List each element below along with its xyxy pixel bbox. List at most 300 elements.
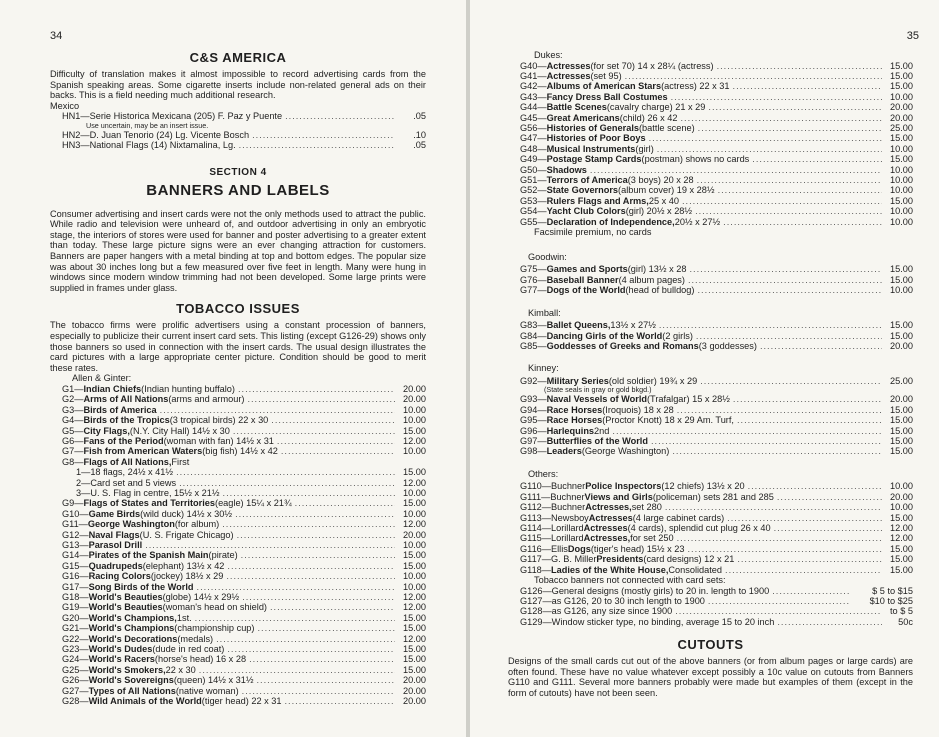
item-details: (2 girls): [662, 330, 693, 341]
dot-leader: [677, 533, 882, 543]
item-price: 10.00: [403, 508, 426, 519]
dot-leader: [698, 123, 882, 133]
item-title: Parasol Drill: [88, 540, 143, 550]
cgs-america-heading: C&S AMERICA: [189, 50, 287, 65]
list-item: [50, 415, 426, 425]
item-details: (queen) 14½ x 31½: [173, 675, 254, 686]
list-item: [50, 592, 426, 602]
item-details: (set 95): [590, 71, 622, 81]
item-details: Serie Historica Mexicana (205) F. Paz y Puente: [89, 111, 283, 122]
item-code: G85—: [520, 340, 547, 351]
item-title: Race Horses: [546, 415, 603, 426]
item-title: Fans of the Period: [83, 435, 164, 446]
dot-leader: [657, 144, 882, 154]
item-code: G117—: [520, 554, 551, 565]
list-item: [508, 165, 913, 175]
tobacco-text: The tobacco firms were prolific advertisers using a constant procession of banners, especially to publicize their current insert card sets. This listing (except G126-29) shows only those banners so used in connection with the insert cards. The usual design illustrates the card pictures with a large appropriate center picture. Condition should be good to merit these rates.: [50, 320, 426, 373]
item-price: 15.00: [890, 60, 913, 71]
item-details: (Indian hunting buffalo): [141, 383, 235, 394]
dukes-note: Facsimile premium, no cards: [534, 227, 652, 238]
item-price: 15.00: [890, 154, 913, 165]
list-item: [50, 675, 426, 685]
item-details: set 280: [631, 502, 662, 513]
dot-leader: [160, 405, 395, 415]
item-details: (tiger's head) 15½ x 23: [590, 543, 685, 554]
dot-leader: [659, 320, 882, 330]
item-code: G55—: [520, 216, 547, 227]
item-title: Military Series: [546, 375, 609, 386]
list-item: [50, 686, 426, 696]
dot-leader: [227, 644, 395, 654]
item-code: G126—: [520, 585, 552, 596]
dot-leader: [237, 530, 395, 540]
dot-leader: [257, 623, 395, 633]
item-price: 20.00: [403, 529, 426, 540]
item-code: G43—: [520, 91, 547, 102]
item-price: 15.00: [890, 435, 913, 446]
dot-leader: [281, 446, 395, 456]
left-content: [50, 50, 426, 707]
dot-leader: [737, 554, 882, 564]
item-code: G22—: [62, 633, 89, 644]
country-label: Mexico: [50, 100, 80, 111]
item-code: HN1—: [62, 111, 90, 122]
item-price: 15.00: [890, 195, 913, 206]
item-code: G2—: [62, 394, 84, 405]
dot-leader: [727, 513, 882, 523]
item-title: Actresses,: [583, 533, 631, 544]
item-code: G97—: [520, 435, 547, 446]
item-code: G44—: [520, 102, 547, 113]
item-price: 20.00: [890, 112, 913, 123]
item-maker: Lorillard: [550, 522, 584, 533]
item-details: U. S. Flag in centre, 15½ x 21½: [90, 487, 220, 498]
item-details: (medals): [177, 633, 214, 644]
list-item: [50, 405, 426, 415]
item-title: Birds of the Tropics: [83, 415, 170, 426]
list-item: [50, 654, 426, 664]
dot-leader: [222, 519, 395, 529]
item-details: (Iroquois) 18 x 28: [602, 404, 674, 415]
item-price: 10.00: [890, 143, 913, 154]
item-price: 10.00: [890, 164, 913, 175]
banners-text: Consumer advertising and insert cards were not the only methods used to attract the public. While radio and television were unheard of, and outdoor advertising in only an embryotic stage, the interiors of stores were used for banner and poster advertising to a greater extent than today. These large picture signs were an ever changing attraction for customers. Banners are paper hangers with a metal binding at top and bottom edges. The popular size was about 30 inches long but a few measured over five feet in length. Many were hung in windows since modern window trimming had not been developed. Some large prints were supplied in frames under glass.: [50, 208, 426, 293]
item-details: (3 boys) 20 x 28: [627, 175, 694, 186]
item-code: HN3—: [62, 140, 90, 151]
right-content: [508, 50, 913, 705]
item-details: (pirate): [208, 550, 238, 561]
dot-leader: [671, 92, 882, 102]
item-price: 20.00: [403, 696, 426, 707]
dot-leader: [179, 478, 395, 488]
list-item: [508, 102, 913, 112]
item-code: G18—: [62, 592, 89, 603]
list-item: [50, 478, 426, 488]
item-details: 1st.: [176, 612, 192, 623]
item-title: World's Racers: [88, 654, 155, 665]
item-code: G98—: [520, 446, 547, 457]
item-code: G28—: [62, 696, 89, 707]
item-title: World's Champions: [88, 623, 175, 634]
item-code: G13—: [62, 540, 89, 550]
dot-leader: [708, 596, 850, 606]
list-item: [508, 436, 913, 446]
item-price: 15.00: [403, 664, 426, 675]
item-price: 15.00: [890, 71, 913, 81]
item-details: (child) 26 x 42: [619, 112, 678, 123]
list-item: [508, 481, 913, 491]
item-code: G42—: [520, 81, 547, 92]
dot-leader: [697, 175, 882, 185]
item-price: 10.00: [403, 404, 426, 415]
item-details: (for album): [174, 519, 220, 530]
item-code: G96—: [520, 425, 547, 436]
item-title: Dogs of the World: [546, 285, 626, 296]
item-price: $ 5 to $15: [872, 585, 913, 596]
item-price: .05: [413, 140, 426, 151]
list-item: [50, 394, 426, 404]
item-code: G6—: [62, 435, 84, 446]
list-item: [508, 513, 913, 523]
item-maker: Buchner: [550, 481, 586, 492]
item-title: Terrors of America: [546, 175, 628, 186]
item-title: World's Beauties: [88, 602, 163, 613]
list-item: [508, 341, 913, 351]
item-code: G50—: [520, 164, 547, 175]
item-price: 12.00: [890, 533, 913, 544]
list-item: [50, 582, 426, 592]
list-item: [508, 554, 913, 564]
dot-leader: [197, 582, 395, 592]
list-item: [50, 665, 426, 675]
item-code: HN2—: [62, 129, 90, 140]
list-item: [50, 613, 426, 623]
item-details: (native woman): [175, 685, 239, 696]
item-details: (album cover) 19 x 28½: [618, 185, 715, 196]
list-item: [508, 185, 913, 195]
item-code: G54—: [520, 206, 547, 217]
item-price: 15.00: [890, 415, 913, 426]
item-title: Ladies of the White House,: [550, 564, 669, 575]
item-code: G10—: [62, 508, 89, 519]
item-code: G114—: [520, 522, 551, 533]
item-title: Flags of States and Territories: [83, 498, 216, 509]
item-price: 15.00: [403, 623, 426, 634]
item-details: 18 flags, 24½ x 41½: [90, 467, 174, 478]
item-details: 2nd: [594, 425, 610, 436]
item-details: (3 goddesses): [698, 340, 757, 351]
item-price: 20.00: [403, 383, 426, 394]
item-price: 20.00: [890, 491, 913, 502]
item-title: World's Smokers,: [88, 664, 166, 675]
dot-leader: [612, 426, 882, 436]
item-title: Naval Flags: [88, 529, 140, 540]
list-item: [508, 394, 913, 404]
list-item: [50, 540, 426, 550]
item-title: Declaration of Independence,: [546, 216, 675, 227]
item-details: (4 cards), splendid cut plug 26 x 40: [627, 522, 771, 533]
item-code: 2—: [76, 477, 91, 488]
item-price: 12.00: [890, 522, 913, 533]
item-code: G8—: [62, 456, 84, 467]
item-price: 15.00: [890, 543, 913, 554]
item-title: Actresses: [583, 522, 628, 533]
item-title: Race Horses: [546, 404, 603, 415]
item-price: 15.00: [403, 612, 426, 623]
item-price: 20.00: [403, 675, 426, 686]
dot-leader: [590, 165, 882, 175]
item-code: G92—: [520, 375, 547, 386]
item-code: G27—: [62, 685, 89, 696]
item-details: (3 tropical birds) 22 x 30: [169, 415, 269, 426]
goodwin-list: [508, 264, 913, 295]
item-price: 15.00: [403, 654, 426, 665]
list-item: [508, 502, 913, 512]
item-details: (N.Y. City Hall) 14½ x 30: [129, 425, 230, 436]
item-code: G76—: [520, 274, 547, 285]
item-details: (policeman) sets 281 and 285: [652, 491, 774, 502]
item-code: G4—: [62, 415, 84, 426]
dot-leader: [242, 592, 395, 602]
dot-leader: [252, 130, 395, 140]
item-title: Fancy Dress Ball Costumes: [546, 91, 668, 102]
item-details: as G126, any size since 1900: [551, 606, 673, 617]
dot-leader: [708, 102, 882, 112]
item-code: G118—: [520, 564, 551, 575]
item-title: Arms of All Nations: [83, 394, 169, 405]
dot-leader: [295, 498, 395, 508]
item-code: G24—: [62, 654, 89, 665]
item-details: Card set and 5 views: [90, 477, 177, 488]
item-title: Naval Vessels of World: [546, 394, 647, 405]
item-title: Actresses: [588, 512, 633, 523]
item-title: Histories of Poor Boys: [546, 133, 646, 144]
dot-leader: [695, 206, 882, 216]
list-item: [508, 61, 913, 71]
item-code: G3—: [62, 404, 84, 415]
item-details: D. Juan Tenorio (24) Lg. Vicente Bosch: [89, 129, 250, 140]
dot-leader: [199, 665, 395, 675]
section-label: SECTION 4: [209, 166, 267, 178]
dot-leader: [718, 185, 882, 195]
item-code: G15—: [62, 560, 89, 571]
item-title: Battle Scenes: [546, 102, 607, 113]
dot-leader: [672, 446, 882, 456]
item-price: 10.00: [403, 415, 426, 426]
item-price: to $ 5: [890, 606, 913, 617]
item-maker: Ellis: [550, 543, 568, 554]
item-maker: Newsboy: [550, 512, 589, 523]
list-item: [50, 140, 426, 150]
item-price: 12.00: [403, 477, 426, 488]
item-price: 10.00: [403, 571, 426, 582]
item-price: 15.00: [403, 467, 426, 478]
dot-leader: [195, 613, 395, 623]
list-item: [50, 561, 426, 571]
item-price: 10.00: [403, 581, 426, 592]
item-code: G51—: [520, 175, 547, 186]
item-code: G45—: [520, 112, 547, 123]
item-price: 12.00: [403, 519, 426, 530]
dukes-list: [508, 61, 913, 228]
list-item: [50, 530, 426, 540]
item-price: 20.00: [403, 394, 426, 405]
item-price: 10.00: [403, 446, 426, 457]
dot-leader: [697, 285, 882, 295]
item-title: Ballet Queens,: [546, 320, 611, 331]
item-details: Window sticker type, no binding, average 15 to 20 inch: [551, 616, 775, 627]
item-details: (wild duck) 14½ x 30½: [140, 508, 233, 519]
item-code: G14—: [62, 550, 89, 561]
dot-leader: [223, 488, 395, 498]
item-details: (head of bulldog): [625, 285, 695, 296]
dot-leader: [649, 133, 882, 143]
item-price: 15.00: [890, 446, 913, 457]
item-code: G128—: [520, 606, 552, 617]
dot-leader: [717, 61, 882, 71]
cgs-america-text: Difficulty of translation makes it almost impossible to record advertising cards from the Spanish speaking areas. Some cigarette inserts include non-related general ads on their backs. This is a field needing much additional research.: [50, 69, 426, 101]
list-item: [508, 275, 913, 285]
item-title: Harlequins: [546, 425, 595, 436]
item-code: G77—: [520, 285, 547, 296]
item-maker: G. B. Miller: [550, 554, 597, 565]
item-details: for set 250: [630, 533, 674, 544]
item-title: Dogs: [567, 543, 591, 554]
list-item: [50, 623, 426, 633]
kinney-list: [508, 376, 913, 457]
item-price: 10.00: [890, 91, 913, 102]
goodwin-label: Goodwin:: [528, 251, 567, 262]
item-code: G11—: [62, 519, 88, 530]
item-price: 10.00: [403, 487, 426, 498]
item-code: G115—: [520, 533, 551, 544]
item-details: (4 large cabinet cards): [632, 512, 725, 523]
item-code: G7—: [62, 446, 84, 457]
list-item: [508, 446, 913, 456]
item-code: G41—: [520, 71, 547, 81]
item-price: 20.00: [890, 394, 913, 405]
item-price: 15.00: [890, 330, 913, 341]
item-code: G110—: [520, 481, 551, 492]
item-details: (girl) 13½ x 28: [627, 264, 687, 275]
dot-leader: [247, 394, 395, 404]
item-code: G19—: [62, 602, 89, 613]
item-details: (arms and armour): [168, 394, 245, 405]
item-title: Flags of All Nations,: [83, 456, 172, 467]
list-item: [50, 488, 426, 498]
dot-leader: [257, 675, 396, 685]
item-code: G48—: [520, 143, 547, 154]
list-item: [508, 175, 913, 185]
list-item: [508, 426, 913, 436]
dot-leader: [625, 71, 882, 81]
list-item: [50, 498, 426, 508]
dot-leader: [677, 405, 882, 415]
item-details: (George Washington): [581, 446, 670, 457]
list-item: [50, 602, 426, 612]
item-code: G5—: [62, 425, 84, 436]
list-item: [508, 533, 913, 543]
item-details: (actress) 22 x 31: [661, 81, 730, 92]
cgs-list: [50, 111, 426, 150]
right-page: [470, 0, 939, 737]
dot-leader: [689, 264, 882, 274]
item-details: (horse's head) 16 x 28: [154, 654, 247, 665]
item-code: G47—: [520, 133, 547, 144]
item-price: $10 to $25: [869, 596, 913, 606]
list-item: [50, 696, 426, 706]
list-item: [508, 415, 913, 425]
dot-leader: [752, 154, 882, 164]
item-code: G49—: [520, 154, 547, 165]
item-details: Consolidated: [668, 564, 723, 575]
item-price: 15.00: [403, 425, 426, 436]
tobacco-heading: TOBACCO ISSUES: [176, 301, 300, 317]
item-details: (Trafalgar) 15 x 28½: [647, 394, 730, 405]
dot-leader: [777, 617, 882, 627]
item-title: Racing Colors: [88, 571, 151, 582]
list-item: [508, 320, 913, 330]
dot-leader: [688, 544, 883, 554]
item-price: 10.00: [890, 185, 913, 196]
item-code: G112—: [520, 502, 551, 513]
item-code: 3—: [76, 487, 91, 498]
item-maker: Lorillard: [550, 533, 584, 544]
item-price: 15.00: [890, 133, 913, 144]
item-price: 12.00: [403, 602, 426, 613]
item-price: 15.00: [890, 512, 913, 523]
dot-leader: [271, 415, 395, 425]
list-item: [508, 331, 913, 341]
item-details: First: [171, 456, 190, 467]
dot-leader: [239, 140, 395, 150]
item-title: Fish from American Waters: [83, 446, 203, 457]
item-code: G25—: [62, 664, 89, 675]
item-price: .10: [413, 129, 426, 140]
list-item: [508, 123, 913, 133]
item-price: 15.00: [890, 264, 913, 275]
dot-leader: [760, 341, 882, 351]
item-price: 12.00: [403, 435, 426, 446]
item-title: Butterflies of the World: [546, 435, 648, 446]
item-details: as G126, 20 to 30 inch length to 1900: [551, 596, 705, 606]
dot-leader: [665, 502, 882, 512]
dot-leader: [651, 436, 882, 446]
dot-leader: [285, 111, 395, 121]
item-details: (woman's head on shield): [162, 602, 267, 613]
list-note: Use uncertain, may be an insert issue.: [86, 120, 209, 130]
item-price: 12.00: [403, 592, 426, 603]
item-title: World's Champions,: [88, 612, 177, 623]
dot-leader: [682, 196, 882, 206]
list-item: [508, 154, 913, 164]
item-code: G93—: [520, 394, 547, 405]
list-item: [508, 596, 913, 606]
list-item: [50, 550, 426, 560]
item-price: 12.00: [403, 633, 426, 644]
cutouts-text: Designs of the small cards cut out of the above banners (or from album pages or large cards) are often found. These have no value whatever except possibly a 10c value on cutouts from Banners G110 and G111. Several more banners probably were made but examples of them (except in the form of cutouts) have not been seen.: [508, 656, 913, 698]
dot-leader: [777, 492, 882, 502]
dot-leader: [145, 540, 395, 550]
item-details: (woman with fan) 14½ x 31: [163, 435, 274, 446]
item-price: 15.00: [890, 274, 913, 285]
maker-label: Allen & Ginter:: [72, 373, 132, 384]
item-price: 15.00: [403, 498, 426, 509]
item-title: Dancing Girls of the World: [546, 330, 663, 341]
item-title: Indian Chiefs: [83, 383, 142, 394]
dot-leader: [675, 606, 882, 616]
item-code: G83—: [520, 320, 547, 331]
